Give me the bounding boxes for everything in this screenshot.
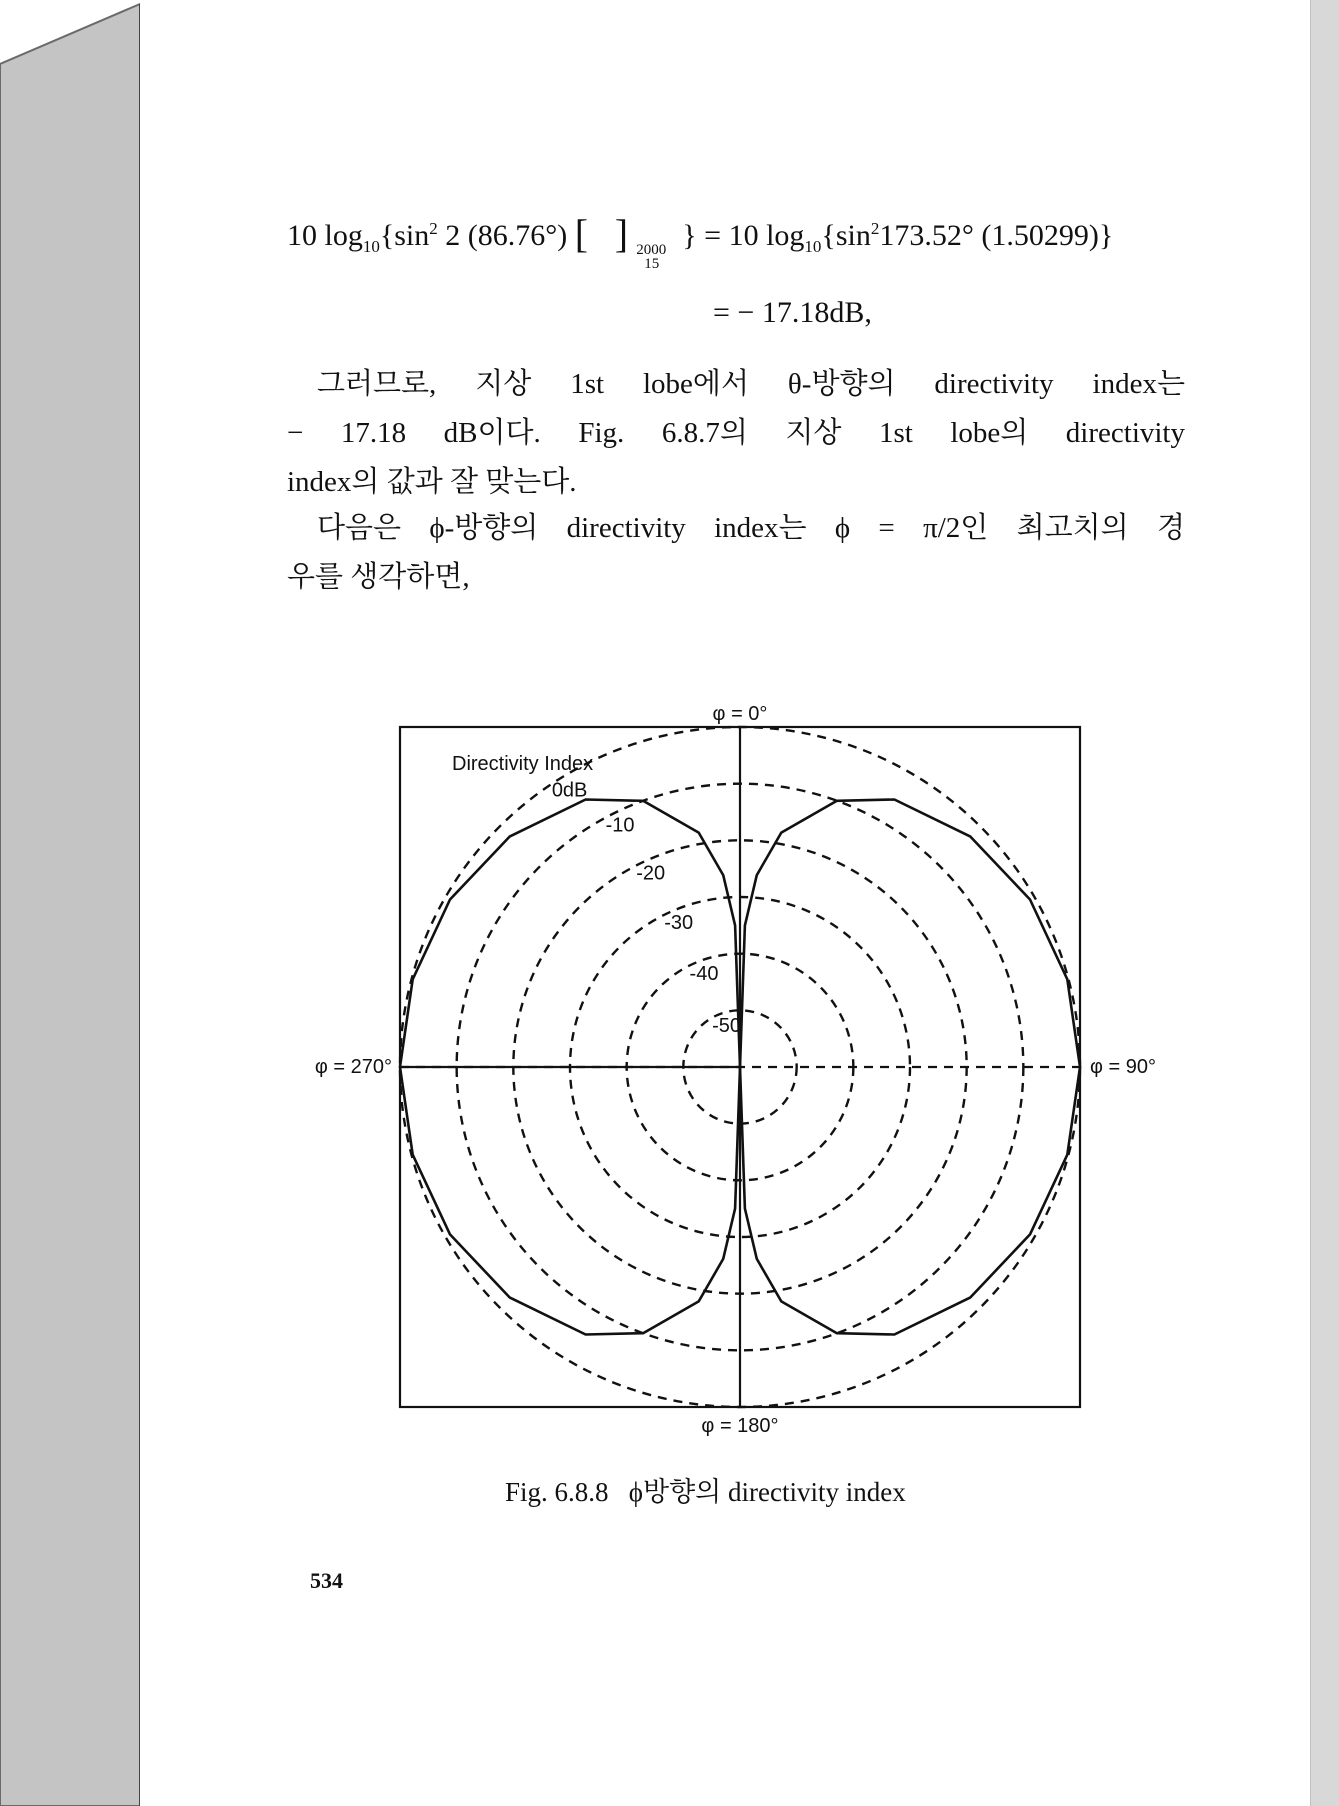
paragraph-2-line-1: 다음은 ϕ-방향의 directivity index는 ϕ = π/2인 최고치의 경 — [317, 512, 1185, 544]
eq-right-log-base: 10 — [804, 236, 822, 256]
eq-log-prefix: 10 log — [287, 218, 363, 252]
page-number: 534 — [310, 1568, 343, 1593]
equation-line-1 — [287, 211, 1114, 272]
eq-right-square: 2 — [870, 218, 880, 238]
eq-square: 2 — [429, 218, 438, 238]
paragraph-1 — [287, 360, 1185, 507]
paragraph-1-line-3: index의 값과 잘 맞는다. — [287, 466, 577, 498]
radial-tick-label: -50 — [712, 1014, 742, 1037]
angle-label-right: φ = 90° — [1090, 1056, 1157, 1078]
radial-tick-label: -30 — [664, 912, 694, 935]
eq-bracket-upper: 2000 — [636, 242, 667, 258]
paragraph-1-line-2: − 17.18 dB이다. Fig. 6.8.7의 지상 1st lobe의 directivity — [287, 417, 1185, 449]
eq-log-base: 10 — [362, 236, 380, 256]
caption-fig-number: Fig. 6.8.8 — [505, 1477, 609, 1507]
paragraph-2-line-2: 우를 생각하면, — [287, 561, 470, 593]
angle-label-top: φ = 0° — [712, 703, 768, 725]
eq-bracket-close: ] — [614, 211, 629, 256]
equation-line-2: = − 17.18dB, — [713, 296, 872, 329]
eq-bracket — [574, 211, 635, 258]
paragraph-1-line-1: 그러므로, 지상 1st lobe에서 θ-방향의 directivity index는 — [317, 368, 1185, 400]
radial-tick-label: -20 — [636, 862, 666, 885]
radial-tick-label: -10 — [605, 814, 635, 837]
eq-sin: {sin — [379, 218, 430, 252]
eq-right-prefix: = 10 log — [704, 218, 805, 252]
eq-argument: 2 (86.76°) — [437, 218, 568, 252]
radial-tick-label: -40 — [689, 962, 719, 985]
angle-label-left: φ = 270° — [314, 1056, 392, 1078]
angle-label-bottom: φ = 180° — [701, 1415, 779, 1437]
eq-right-rest: 173.52° (1.50299)} — [879, 218, 1114, 252]
eq-bracket-limits — [636, 218, 682, 272]
chart-title: Directivity Index — [452, 753, 594, 775]
eq-right-sin: {sin — [821, 218, 871, 252]
caption-text: ϕ방향의 directivity index — [628, 1477, 906, 1507]
figure-caption — [505, 1470, 906, 1509]
chart-labels — [315, 703, 1156, 1437]
paragraph-2 — [287, 504, 1185, 602]
eq-bracket-lower: 15 — [644, 256, 660, 272]
eq-close-brace: } — [682, 218, 697, 252]
eq-bracket-open: [ — [574, 211, 589, 256]
directivity-polar-chart — [300, 690, 1180, 1450]
radial-tick-label: 0dB — [551, 779, 588, 802]
